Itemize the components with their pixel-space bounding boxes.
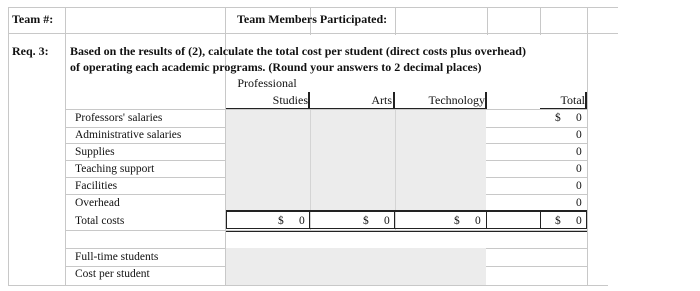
total-costs-professional-value[interactable]: 0 bbox=[299, 215, 305, 227]
column-header-professional: Professional bbox=[237, 76, 297, 90]
grid-line bbox=[8, 33, 618, 34]
grid-line bbox=[395, 110, 396, 230]
row-label-administrative-salaries: Administrative salaries bbox=[75, 129, 182, 141]
input-area-shaded bbox=[226, 248, 486, 285]
total-currency-professors: $ bbox=[555, 112, 561, 124]
header-underline bbox=[226, 108, 487, 109]
grid-line bbox=[487, 7, 488, 35]
header-border bbox=[485, 92, 487, 109]
grid-line bbox=[310, 110, 311, 230]
row-label-facilities: Facilities bbox=[75, 180, 118, 192]
total-cell-border bbox=[394, 211, 395, 229]
grid-line bbox=[8, 7, 618, 8]
total-costs-technology-value[interactable]: 0 bbox=[475, 215, 481, 227]
total-costs-total-value[interactable]: 0 bbox=[576, 215, 582, 227]
grid-line bbox=[587, 7, 588, 285]
grid-line bbox=[65, 7, 66, 285]
total-costs-total-currency: $ bbox=[555, 215, 561, 227]
total-value-professors[interactable]: 0 bbox=[576, 112, 582, 124]
header-underline bbox=[540, 108, 587, 109]
total-cell-border bbox=[586, 211, 587, 229]
subtotal-rule bbox=[226, 210, 587, 212]
total-rule-top bbox=[226, 228, 587, 229]
total-cell-border bbox=[486, 211, 487, 229]
row-label-supplies: Supplies bbox=[75, 146, 115, 158]
total-cell-border bbox=[540, 211, 541, 229]
total-value-supplies[interactable]: 0 bbox=[576, 146, 582, 158]
row-label-full-time-students: Full-time students bbox=[75, 251, 159, 263]
requirement-label: Req. 3: bbox=[12, 44, 49, 58]
column-header-arts: Arts bbox=[371, 93, 392, 107]
total-cell-border bbox=[309, 211, 310, 229]
column-header-studies: Studies bbox=[272, 93, 308, 107]
row-label-total-costs: Total costs bbox=[75, 215, 125, 227]
input-area-shaded bbox=[226, 110, 486, 211]
row-label-cost-per-student: Cost per student bbox=[75, 268, 150, 280]
total-value-facilities[interactable]: 0 bbox=[576, 180, 582, 192]
total-costs-arts-value[interactable]: 0 bbox=[384, 215, 390, 227]
row-label-professors-salaries: Professors' salaries bbox=[75, 112, 163, 124]
column-header-technology: Technology bbox=[428, 93, 485, 107]
total-value-teaching[interactable]: 0 bbox=[576, 163, 582, 175]
total-cell-border bbox=[226, 211, 227, 229]
row-label-overhead: Overhead bbox=[75, 197, 120, 209]
requirement-text-line1: Based on the results of (2), calculate the total cost per student (direct costs plus overhead) bbox=[70, 44, 526, 58]
requirement-text-line2: of operating each academic programs. (Round your answers to 2 decimal places) bbox=[70, 60, 482, 74]
team-members-label: Team Members Participated: bbox=[237, 12, 388, 26]
grid-line bbox=[540, 7, 541, 35]
total-value-overhead[interactable]: 0 bbox=[576, 197, 582, 209]
total-costs-technology-currency: $ bbox=[454, 215, 460, 227]
total-costs-arts-currency: $ bbox=[363, 215, 369, 227]
grid-line bbox=[395, 7, 396, 35]
column-header-total: Total bbox=[560, 93, 585, 107]
total-value-administrative[interactable]: 0 bbox=[576, 129, 582, 141]
total-costs-professional-currency: $ bbox=[278, 215, 284, 227]
header-border bbox=[585, 92, 587, 109]
row-label-teaching-support: Teaching support bbox=[75, 163, 155, 175]
header-border bbox=[393, 92, 395, 109]
grid-line bbox=[8, 285, 608, 286]
team-label: Team #: bbox=[12, 12, 54, 26]
grid-line bbox=[8, 7, 9, 285]
total-rule-bottom bbox=[226, 231, 587, 232]
header-border bbox=[308, 92, 310, 109]
